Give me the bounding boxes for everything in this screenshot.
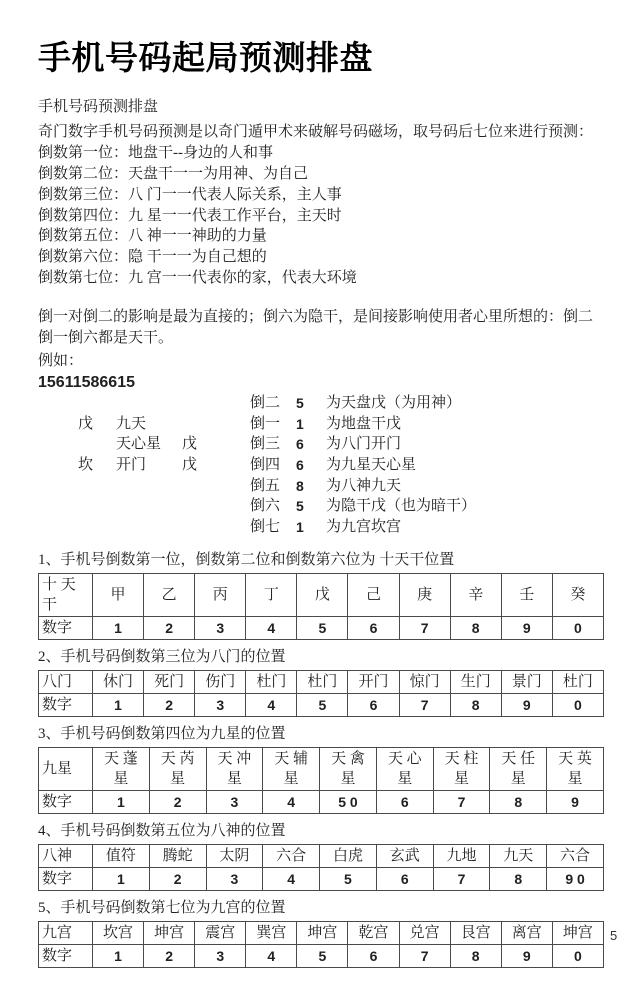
header-cell: 天 蓬 星 [93, 748, 150, 791]
header-cell: 坤宫 [297, 922, 348, 945]
reading-label: 倒二 [250, 395, 281, 412]
header-cell: 腾蛇 [149, 845, 206, 868]
digit-cell: 0 [552, 945, 603, 968]
reading-label: 倒七 [250, 518, 281, 535]
reading-digit: 1 [296, 518, 304, 535]
header-cell: 兑宫 [399, 922, 450, 945]
digit-cell: 4 [246, 694, 297, 717]
header-cell: 杜门 [552, 671, 603, 694]
header-cell: 天 芮 星 [149, 748, 206, 791]
row-label-cell: 十 天 干 [39, 574, 93, 617]
reading-meaning: 为八神九天 [326, 477, 402, 494]
header-cell: 值符 [93, 845, 150, 868]
section-heading-5: 5、手机号码倒数第七位为九宫的位置 [38, 900, 286, 917]
reading-meaning: 为九星天心星 [326, 456, 417, 473]
position-line-3: 倒数第三位：八 门一一代表人际关系，主人事 [38, 186, 342, 203]
table-eight-doors [38, 670, 604, 717]
header-cell: 杜门 [246, 671, 297, 694]
table-nine-stars [38, 747, 604, 814]
digit-cell: 4 [263, 868, 320, 891]
row-label-cell: 数字 [39, 791, 93, 814]
header-cell: 生门 [450, 671, 501, 694]
header-cell: 离宫 [501, 922, 552, 945]
header-cell: 六合 [547, 845, 604, 868]
table-eight-gods [38, 844, 604, 891]
table-row [39, 845, 604, 868]
palace-cell [78, 434, 116, 455]
position-line-1: 倒数第一位：地盘干--身边的人和事 [38, 145, 273, 162]
section-nine-stars [38, 724, 604, 814]
palace-cell: 九天 [116, 415, 147, 432]
digit-cell: 8 [450, 694, 501, 717]
header-cell: 己 [348, 574, 399, 617]
digit-cell: 9 [547, 791, 604, 814]
digit-cell: 5 [297, 617, 348, 640]
palace-cell [182, 414, 212, 435]
section-heavenly-stems [38, 550, 604, 640]
digit-cell: 1 [93, 945, 144, 968]
section-eight-gods [38, 821, 604, 891]
header-cell: 天 心 星 [376, 748, 433, 791]
palace-row [78, 414, 212, 435]
header-cell: 巽宫 [246, 922, 297, 945]
reading-row [250, 455, 476, 476]
header-cell: 太阴 [206, 845, 263, 868]
digit-cell: 5 [297, 694, 348, 717]
digit-cell: 9 0 [547, 868, 604, 891]
digit-cell: 3 [195, 945, 246, 968]
header-cell: 白虎 [320, 845, 377, 868]
digit-cell: 6 [376, 791, 433, 814]
header-cell: 乙 [144, 574, 195, 617]
reading-meaning: 为天盘戊（为用神） [326, 395, 462, 412]
header-cell: 天 冲 星 [206, 748, 263, 791]
digit-cell: 1 [93, 694, 144, 717]
header-cell: 休门 [93, 671, 144, 694]
example-phone-number: 15611586615 [38, 374, 135, 392]
reading-list [250, 393, 476, 537]
digit-cell: 2 [144, 694, 195, 717]
digit-cell: 8 [450, 617, 501, 640]
reading-label: 倒四 [250, 456, 281, 473]
row-label-cell: 数字 [39, 694, 93, 717]
digit-cell: 8 [490, 868, 547, 891]
digit-cell: 9 [501, 945, 552, 968]
table-row [39, 868, 604, 891]
row-label-cell: 九宫 [39, 922, 93, 945]
digit-cell: 5 [297, 945, 348, 968]
row-label-cell: 数字 [39, 868, 93, 891]
reading-label: 倒三 [250, 436, 281, 453]
header-cell: 坤宫 [552, 922, 603, 945]
page-number: 5 [610, 928, 618, 943]
header-cell: 坎宫 [93, 922, 144, 945]
digit-cell: 8 [450, 945, 501, 968]
section-eight-doors [38, 647, 604, 717]
header-cell: 伤门 [195, 671, 246, 694]
header-cell: 死门 [144, 671, 195, 694]
note-paragraph: 倒一对倒二的影响是最为直接的；倒六为隐干，是间接影响使用者心里所想的：倒二倒一倒六都是天干。 [38, 308, 594, 346]
table-row [39, 694, 604, 717]
digit-cell: 7 [433, 791, 490, 814]
digit-cell: 4 [263, 791, 320, 814]
header-cell: 震宫 [195, 922, 246, 945]
page-title: 手机号码起局预测排盘 [38, 41, 373, 77]
palace-cell: 戊 [78, 415, 94, 432]
palace-cell: 戊 [182, 456, 198, 473]
reading-meaning: 为隐干戊（也为暗干） [326, 498, 477, 515]
example-chart [38, 393, 604, 537]
position-line-5: 倒数第五位：八 神一一神助的力量 [38, 228, 267, 245]
position-line-7: 倒数第七位：九 宫一一代表你的家，代表大环境 [38, 269, 357, 286]
digit-cell: 7 [399, 617, 450, 640]
reading-row [250, 517, 476, 538]
digit-cell: 7 [399, 945, 450, 968]
reading-row [250, 476, 476, 497]
section-nine-palaces [38, 898, 604, 968]
table-heavenly-stems [38, 573, 604, 640]
section-heading-1: 1、手机号倒数第一位，倒数第二位和倒数第六位为 十天干位置 [38, 552, 455, 569]
digit-cell: 7 [399, 694, 450, 717]
header-cell: 壬 [501, 574, 552, 617]
digit-cell: 6 [348, 617, 399, 640]
reading-digit: 8 [296, 477, 304, 494]
reading-digit: 5 [296, 395, 304, 412]
reading-digit: 1 [296, 415, 304, 432]
digit-cell: 2 [144, 617, 195, 640]
header-cell: 天 英 星 [547, 748, 604, 791]
digit-cell: 3 [195, 617, 246, 640]
position-line-2: 倒数第二位：天盘干一一为用神、为自己 [38, 165, 309, 182]
digit-cell: 1 [93, 868, 150, 891]
digit-cell: 5 0 [320, 791, 377, 814]
position-line-4: 倒数第四位：九 星一一代表工作平台，主天时 [38, 207, 342, 224]
palace-row [78, 434, 212, 455]
reading-label: 倒五 [250, 477, 281, 494]
section-heading-4: 4、手机号码倒数第五位为八神的位置 [38, 823, 286, 840]
header-cell: 艮宫 [450, 922, 501, 945]
digit-cell: 2 [149, 791, 206, 814]
palace-diagram [78, 393, 212, 475]
digit-cell: 1 [93, 617, 144, 640]
subtitle: 手机号码预测排盘 [38, 98, 159, 115]
header-cell: 九地 [433, 845, 490, 868]
table-nine-palaces [38, 921, 604, 968]
reading-meaning: 为地盘干戊 [326, 415, 402, 432]
reading-label: 倒六 [250, 498, 281, 515]
digit-cell: 0 [552, 617, 603, 640]
palace-row [78, 455, 212, 476]
header-cell: 辛 [450, 574, 501, 617]
header-cell: 景门 [501, 671, 552, 694]
header-cell: 丁 [246, 574, 297, 617]
row-label-cell: 数字 [39, 617, 93, 640]
reading-row [250, 414, 476, 435]
header-cell: 天 禽 星 [320, 748, 377, 791]
table-row [39, 574, 604, 617]
digit-cell: 6 [348, 945, 399, 968]
table-row [39, 945, 604, 968]
header-cell: 天 柱 星 [433, 748, 490, 791]
reading-digit: 6 [296, 436, 304, 453]
digit-cell: 3 [206, 791, 263, 814]
reading-row [250, 434, 476, 455]
digit-cell: 8 [490, 791, 547, 814]
table-row [39, 748, 604, 791]
reading-row [250, 393, 476, 414]
example-label: 例如： [38, 353, 84, 370]
table-row [39, 791, 604, 814]
digit-cell: 7 [433, 868, 490, 891]
digit-cell: 2 [144, 945, 195, 968]
digit-cell: 3 [206, 868, 263, 891]
position-list [38, 143, 604, 289]
header-cell: 甲 [93, 574, 144, 617]
digit-cell: 6 [348, 694, 399, 717]
header-cell: 杜门 [297, 671, 348, 694]
digit-cell: 6 [376, 868, 433, 891]
row-label-cell: 八门 [39, 671, 93, 694]
position-line-6: 倒数第六位：隐 干一一为自己想的 [38, 249, 267, 266]
table-row [39, 671, 604, 694]
header-cell: 庚 [399, 574, 450, 617]
header-cell: 惊门 [399, 671, 450, 694]
header-cell: 乾宫 [348, 922, 399, 945]
row-label-cell: 八神 [39, 845, 93, 868]
row-label-cell: 数字 [39, 945, 93, 968]
header-cell: 戊 [297, 574, 348, 617]
table-row [39, 922, 604, 945]
row-label-cell: 九星 [39, 748, 93, 791]
digit-cell: 1 [93, 791, 150, 814]
digit-cell: 2 [149, 868, 206, 891]
palace-cell: 天心星 [116, 436, 162, 453]
digit-cell: 0 [552, 694, 603, 717]
palace-cell: 戊 [182, 436, 198, 453]
digit-cell: 9 [501, 694, 552, 717]
description: 奇门数字手机号码预测是以奇门遁甲术来破解号码磁场，取号码后七位来进行预测： [38, 124, 594, 141]
header-cell: 天 任 星 [490, 748, 547, 791]
header-cell: 丙 [195, 574, 246, 617]
palace-cell: 坎 [78, 456, 94, 473]
header-cell: 玄武 [376, 845, 433, 868]
reading-digit: 6 [296, 456, 304, 473]
reading-row [250, 496, 476, 517]
digit-cell: 4 [246, 945, 297, 968]
header-cell: 癸 [552, 574, 603, 617]
reading-meaning: 为九宫坎宫 [326, 518, 402, 535]
header-cell: 坤宫 [144, 922, 195, 945]
header-cell: 天 辅 星 [263, 748, 320, 791]
palace-cell: 开门 [116, 456, 147, 473]
digit-cell: 4 [246, 617, 297, 640]
header-cell: 六合 [263, 845, 320, 868]
digit-cell: 9 [501, 617, 552, 640]
digit-cell: 3 [195, 694, 246, 717]
reading-meaning: 为八门开门 [326, 436, 402, 453]
reading-label: 倒一 [250, 415, 281, 432]
header-cell: 九天 [490, 845, 547, 868]
header-cell: 开门 [348, 671, 399, 694]
reading-digit: 5 [296, 498, 304, 515]
section-heading-3: 3、手机号码倒数第四位为九星的位置 [38, 726, 286, 743]
section-heading-2: 2、手机号码倒数第三位为八门的位置 [38, 649, 286, 666]
digit-cell: 5 [320, 868, 377, 891]
table-row [39, 617, 604, 640]
